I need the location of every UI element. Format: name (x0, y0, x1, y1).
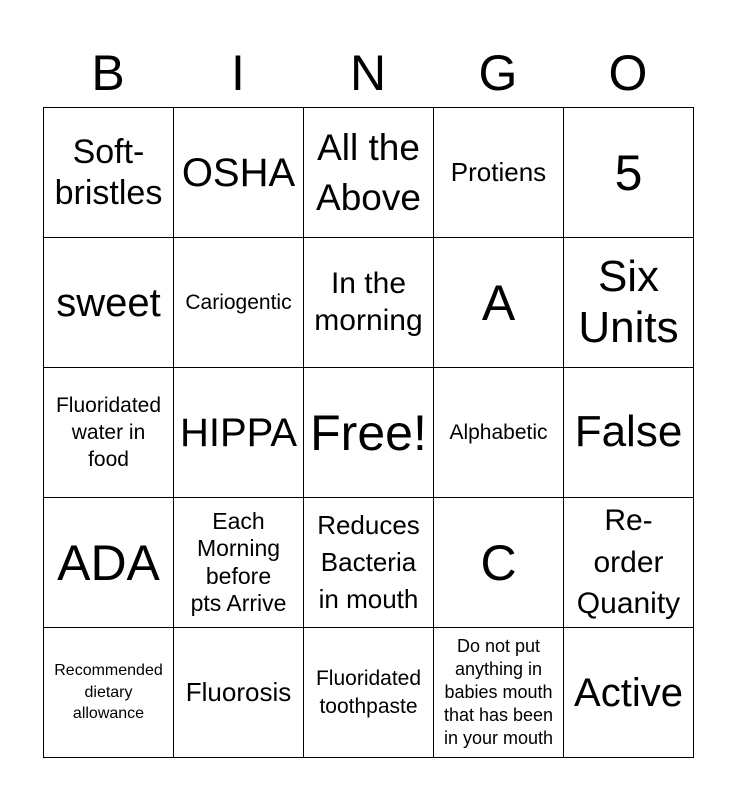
cell-text: Six Units (578, 252, 679, 352)
header-letter-g: G (478, 45, 518, 101)
bingo-cell-r2-c5[interactable] (564, 238, 694, 368)
bingo-cell-r3-c3[interactable] (304, 368, 434, 498)
bingo-cell-r5-c2[interactable] (174, 628, 304, 758)
bingo-cell-r2-c4[interactable] (434, 238, 564, 368)
bingo-cell-r4-c4[interactable] (434, 498, 564, 628)
bingo-header (43, 40, 693, 106)
bingo-cell-r3-c2[interactable] (174, 368, 304, 498)
cell-text: sweet (56, 280, 161, 325)
cell-text: Fluoridated water in food (55, 393, 162, 472)
bingo-cell-r4-c5[interactable] (564, 498, 694, 628)
bingo-cell-r2-c2[interactable] (174, 238, 304, 368)
cell-text: A (481, 274, 516, 331)
header-letter-n: N (349, 45, 387, 101)
bingo-cell-r1-c2[interactable] (174, 108, 304, 238)
bingo-cell-r4-c1[interactable] (44, 498, 174, 628)
cell-text: Fluorosis (185, 676, 292, 707)
cell-text: Soft- bristles (54, 132, 163, 212)
bingo-cell-r1-c4[interactable] (434, 108, 564, 238)
free-space: Free! (310, 404, 427, 461)
cell-text: 5 (614, 144, 643, 201)
cell-text: Re- order Quanity (576, 504, 681, 621)
cell-text: Alphabetic (449, 420, 548, 444)
cell-text: Reduces Bacteria in mouth (317, 510, 420, 614)
cell-text: Cariogentic (185, 290, 292, 314)
cell-text: All the Above (316, 126, 421, 218)
cell-text: Active (574, 670, 683, 715)
bingo-cell-r2-c1[interactable] (44, 238, 174, 368)
bingo-cell-r1-c5[interactable] (564, 108, 694, 238)
cell-text: Recommended dietary allowance (54, 661, 163, 723)
cell-text: Do not put anything in babies mouth that has been in your mouth (443, 636, 554, 748)
cell-text: OSHA (181, 150, 296, 195)
bingo-cell-r5-c3[interactable] (304, 628, 434, 758)
cell-text: Fluoridated toothpaste (315, 667, 422, 718)
cell-text: C (480, 534, 517, 591)
cell-text: ADA (57, 534, 160, 591)
bingo-cell-r2-c3[interactable] (304, 238, 434, 368)
cell-text: Protiens (450, 156, 547, 187)
bingo-cell-r3-c5[interactable] (564, 368, 694, 498)
cell-text: False (574, 407, 683, 457)
bingo-cell-r3-c4[interactable] (434, 368, 564, 498)
header-letter-o: O (608, 45, 648, 101)
cell-text: Each Morning before pts Arrive (190, 508, 287, 616)
bingo-cell-r1-c3[interactable] (304, 108, 434, 238)
bingo-cell-r1-c1[interactable] (44, 108, 174, 238)
cell-text: HIPPA (179, 410, 298, 455)
bingo-cell-r5-c5[interactable] (564, 628, 694, 758)
bingo-cell-r5-c1[interactable] (44, 628, 174, 758)
bingo-cell-r5-c4[interactable] (434, 628, 564, 758)
bingo-board (43, 107, 694, 758)
bingo-cell-r4-c2[interactable] (174, 498, 304, 628)
bingo-cell-r4-c3[interactable] (304, 498, 434, 628)
bingo-cell-r3-c1[interactable] (44, 368, 174, 498)
header-letter-i: I (231, 45, 245, 101)
header-letter-b: B (91, 45, 125, 101)
cell-text: In the morning (314, 266, 423, 337)
